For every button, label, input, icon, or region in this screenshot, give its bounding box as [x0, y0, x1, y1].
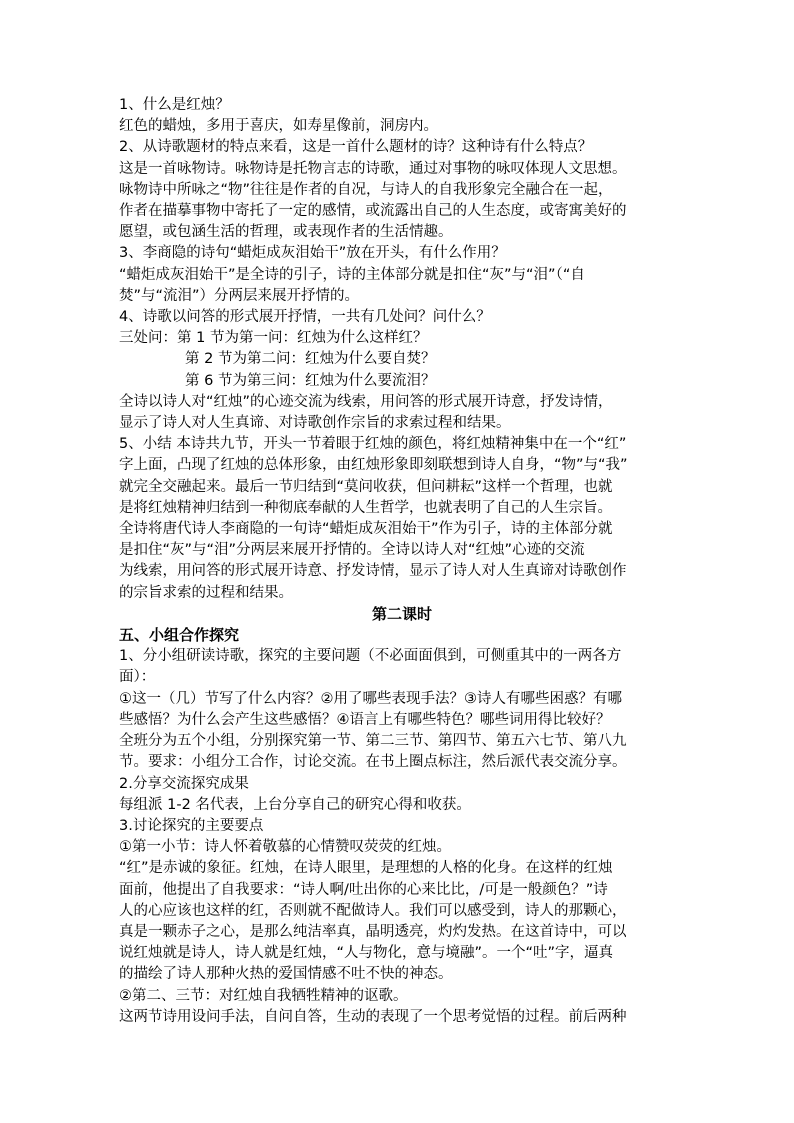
- text-line: 面前，他提出了自我要求：“诗人啊/吐出你的心来比比，/可是一般颜色？”诗: [119, 881, 608, 898]
- text-line: 是扣住“灰”与“泪”分两层来展开抒情的。全诗以诗人对“红烛”心迹的交流: [119, 542, 585, 559]
- text-line: 为线索，用问答的形式展开诗意、抒发诗情，显示了诗人对人生真谛对诗歌创作: [119, 563, 627, 580]
- lesson-title: 第二课时: [371, 604, 432, 623]
- text-line: 面）：: [119, 669, 156, 686]
- text-line: 3.讨论探究的主要要点: [119, 817, 264, 834]
- text-line: 真是一颗赤子之心，是那么纯洁率真，晶明透亮，灼灼发热。在这首诗中，可以: [119, 923, 627, 940]
- part-3: [119, 646, 685, 1028]
- text-line: ①第一小节：诗人怀着敬慕的心情赞叹荧荧的红烛。: [119, 839, 451, 856]
- text-line: 显示了诗人对人生真谛、对诗歌创作宗旨的求索过程和结果。: [119, 415, 511, 432]
- document-page: [119, 95, 685, 1028]
- text-line: 就完全交融起来。最后一节归结到“莫问收获，但问耕耘”这样一个哲理，也就: [119, 478, 613, 495]
- text-line: 是将红烛精神归结到一种彻底奉献的人生哲学，也就表明了自己的人生宗旨。: [119, 499, 612, 516]
- text-line: “蜡炬成灰泪始干”是全诗的引子，诗的主体部分就是扣住“灰”与“泪”（“自: [119, 266, 585, 283]
- text-line: 5、小结 本诗共九节，开头一节着眼于红烛的颜色，将红烛精神集中在一个“红”: [119, 436, 627, 453]
- text-line: 4、诗歌以问答的形式展开抒情，一共有几处问？问什么？: [119, 309, 491, 326]
- text-line: 这两节诗用设问手法，自问自答，生动的表现了一个思考觉悟的过程。前后两种: [119, 1008, 627, 1025]
- part-2: [119, 392, 685, 604]
- text-line: ②第二、三节：对红烛自我牺牲精神的讴歌。: [119, 987, 408, 1004]
- text-line: 这是一首咏物诗。咏物诗是托物言志的诗歌，通过对事物的咏叹体现人文思想。: [119, 160, 627, 177]
- text-line: 字上面，凸现了红烛的总体形象，由红烛形象即刻联想到诗人自身，“物”与“我”: [119, 457, 628, 474]
- part-1: [119, 95, 685, 328]
- section-heading: 五、小组合作探究: [119, 626, 240, 645]
- text-line: 3、李商隐的诗句“蜡炬成灰泪始干”放在开头，有什么作用？: [119, 245, 506, 262]
- question-item: 三处问：第 1 节为第一问：红烛为什么这样红？: [119, 330, 428, 347]
- text-line: 的宗旨求索的过程和结果。: [119, 584, 293, 601]
- text-line: 说红烛就是诗人，诗人就是红烛，“人与物化，意与境融”。一个“吐”字，逼真: [119, 945, 614, 962]
- text-line: “红”是赤诚的象征。红烛，在诗人眼里，是理想的人格的化身。在这样的红烛: [119, 860, 613, 877]
- questions-list: [119, 328, 685, 392]
- text-line: 焚”与“流泪”）分两层来展开抒情的。: [119, 287, 360, 304]
- question-item: 第 2 节为第二问：红烛为什么要自焚？: [185, 351, 436, 368]
- text-line: 1、分小组研读诗歌，探究的主要问题（不必面面俱到，可侧重其中的一两各方: [119, 648, 622, 665]
- question-item: 第 6 节为第三问：红烛为什么要流泪？: [185, 372, 436, 389]
- text-line: 1、什么是红烛？: [119, 97, 230, 113]
- text-line: 节。要求：小组分工合作，讨论交流。在书上圈点标注，然后派代表交流分享。: [119, 754, 627, 771]
- text-line: 些感悟？为什么会产生这些感悟？④语言上有哪些特色？哪些词用得比较好？: [119, 711, 611, 728]
- text-line: 愿望，或包涵生活的哲理，或表现作者的生活情趣。: [119, 224, 453, 241]
- text-line: 全诗将唐代诗人李商隐的一句诗“蜡炬成灰泪始干”作为引子，诗的主体部分就: [119, 521, 613, 538]
- text-line: 人的心应该也这样的红，否则就不配做诗人。我们可以感受到，诗人的那颗心，: [119, 902, 627, 919]
- text-line: 的描绘了诗人那种火热的爱国情感不吐不快的神态。: [119, 966, 453, 983]
- text-line: 2、从诗歌题材的特点来看，这是一首什么题材的诗？这种诗有什么特点？: [119, 139, 593, 156]
- text-line: 全班分为五个小组，分别探究第一节、第二三节、第四节、第五六七节、第八九: [119, 733, 627, 750]
- text-line: 全诗以诗人对“红烛”的心迹交流为线索，用问答的形式展开诗意，抒发诗情，: [119, 393, 613, 410]
- text-line: 2.分享交流探究成果: [119, 775, 249, 792]
- text-line: 每组派 1-2 名代表，上台分享自己的研究心得和收获。: [119, 796, 471, 813]
- text-line: 咏物诗中所咏之“物”往往是作者的自况，与诗人的自我形象完全融合在一起，: [119, 181, 613, 198]
- text-line: 红色的蜡烛，多用于喜庆，如寿星像前，洞房内。: [119, 118, 438, 135]
- text-line: ①这一（几）节写了什么内容？②用了哪些表现手法？③诗人有哪些困惑？有哪: [119, 690, 622, 707]
- text-line: 作者在描摹事物中寄托了一定的感情，或流露出自己的人生态度，或寄寓美好的: [119, 203, 627, 220]
